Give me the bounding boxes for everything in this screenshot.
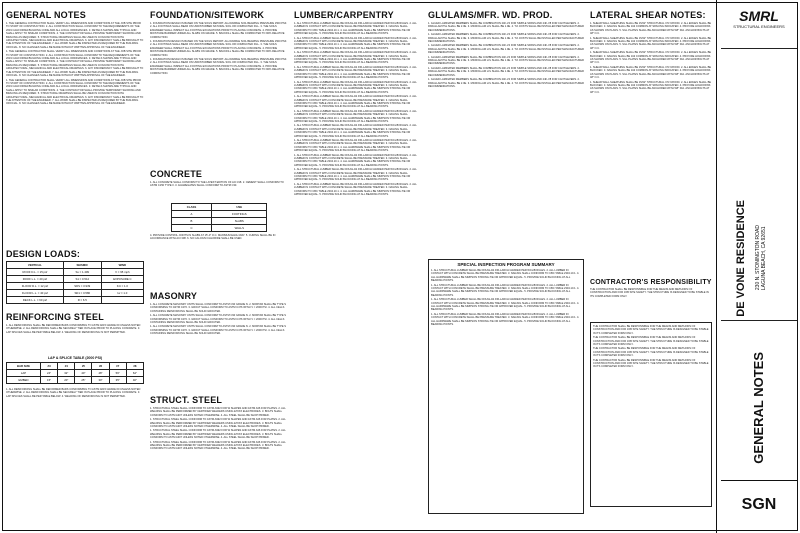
lap-splice-row [7,377,144,384]
design-loads-row [7,290,144,297]
general-notes-title: GENERAL NOTES [6,10,86,20]
lap-splice-cell: 32" [58,370,75,377]
concrete-class-cell: WALLS [212,225,267,232]
lumber-body-8: 1. ALL STRUCTURAL LUMBER SHALL BE DOUGLAS FIR-LARCH GRADED PER WCLIB RULES. 2. ALL LUMBER IN CONTACT WITH CONCRETE SHALL BE PRESSURE TREATED. 3. NAILING SHALL CONFORM TO CBC TABLE 2304.10.1. 4. ALL HARDWARE SHALL BE SIMPSON STRONG-TIE OR APPROVED EQUAL. 5. PROVIDE SOLID BLOCKING AT ALL BEARING POINTS. [294,124,417,138]
sheet-title: GENERAL NOTES [751,352,766,464]
glulams-text [428,22,584,257]
title-divider [721,320,797,321]
design-loads-header: WIND [101,262,143,269]
lap-splice-header: #8 [126,363,143,370]
column-5 [590,10,712,525]
design-loads-cell: S1 = 0.512 [63,276,101,283]
special-inspection-body-2: 1. ALL STRUCTURAL LUMBER SHALL BE DOUGLAS FIR-LARCH GRADED PER WCLIB RULES. 2. ALL LUMBER IN CONTACT WITH CONCRETE SHALL BE PRESSURE TREATED. 3. NAILING SHALL CONFORM TO CBC TABLE 2304.10.1. 4. ALL HARDWARE SHALL BE SIMPSON STRONG-TIE OR APPROVED EQUAL. 5. PROVIDE SOLID BLOCKING AT ALL BEARING POINTS. [431,283,580,297]
special-inspection-text [431,269,581,509]
masonry-body-cont2: 1. ALL CONCRETE MASONRY UNITS SHALL CONFORM TO ASTM C90 GRADE N. 2. MORTAR SHALL BE TYPE S CONFORMING TO ASTM C270. 3. GROUT SHALL CONFORM TO ASTM C476 WITH f'c = 2000 PSI. 4. ALL CELLS CONTAINING REINFORCING SHALL BE SOLID GROUTED. [150,325,287,336]
firm-logo: SMRL [739,8,779,24]
lap-splice-header: #5 [75,363,92,370]
lateral-body-5: 1. SHEAR WALL SHEATHING SHALL BE 15/32" STRUCTURAL I PLYWOOD. 2. ALL EDGES SHALL BE BLOCKED. 3. NAILING SHALL BE 10d COMMON AT SPACING INDICATED. 4. PROVIDE HOLDOWNS AS SHOWN ON PLANS. 5. SILL PLATES SHALL BE ANCHORED WITH 5/8" DIA. ANCHOR BOLTS AT 48" O.C. [590,80,712,94]
lap-splice-cell: LAP [7,370,41,377]
glulams-body-4: 1. GLUED LAMINATED MEMBERS SHALL BE COMBINATION 24F-V4 FOR SIMPLE SPANS AND 24F-V8 FOR CANTILEVERS. 2. PARALLAM PSL SHALL BE 2.0E. 3. MICROLLAM LVL SHALL BE 1.9E. 4. TJI JOISTS SHALL BE INSTALLED PER MANUFACTURER RECOMMENDATIONS. [428,55,584,66]
lap-splice-cell: 35" [109,377,126,384]
lateral-body-2: 1. SHEAR WALL SHEATHING SHALL BE 15/32" STRUCTURAL I PLYWOOD. 2. ALL EDGES SHALL BE BLOCKED. 3. NAILING SHALL BE 10d COMMON AT SPACING INDICATED. 4. PROVIDE HOLDOWNS AS SHOWN ON PLANS. 5. SILL PLATES SHALL BE ANCHORED WITH 5/8" DIA. ANCHOR BOLTS AT 48" O.C. [590,36,712,50]
lap-splice-cell: EMBED [7,377,41,384]
number-divider [721,480,797,481]
project-address: 230 N. STONINGTON ROAD LAGUNA BEACH, CA 92651 [755,225,767,291]
observation-body-1: THE CONTRACTOR SHALL BE RESPONSIBLE FOR THE MEANS AND METHODS OF CONSTRUCTION AND FOR JOB SITE SAFETY. THE STRUCTURE IS DESIGNED TO BE STABLE IN ITS COMPLETED FORM ONLY. [593,325,709,335]
lap-splice-cell: 24" [41,370,58,377]
lap-splice-cell: 30" [92,377,109,384]
lap-splice-cell: 40" [75,370,92,377]
foundation-body-cont: 1. FOUNDATION DESIGN IS BASED ON THE SOILS REPORT. ALLOWABLE SOIL BEARING PRESSURE 1500 PSF. 2. ALL FOOTINGS SHALL BEAR ON UNDISTURBED NATURAL SOIL OR COMPACTED FILL. 3. THE SOILS ENGINEER SHALL INSPECT ALL FOOTING EXCAVATIONS PRIOR TO PLACING CONCRETE. 4. PROVIDE MOISTURE BARRIER UNDER ALL SLABS ON GRADE. 5. BACKFILL SHALL BE COMPACTED TO 90% RELATIVE COMPACTION. [150,40,287,57]
concrete-title: CONCRETE [150,169,203,179]
contractor-text: THE CONTRACTOR SHALL BE RESPONSIBLE FOR THE MEANS AND METHODS OF CONSTRUCTION AND FOR JOB SITE SAFETY. THE STRUCTURE IS DESIGNED TO BE STABLE IN ITS COMPLETED FORM ONLY. [590,288,709,298]
design-loads-cell: DECK L.L. = 60 psf [7,297,64,304]
lap-splice-cell: 25" [75,377,92,384]
lap-splice-header: #4 [58,363,75,370]
design-loads-cell: R = 6.5 [63,297,101,304]
lateral-body-4: 1. SHEAR WALL SHEATHING SHALL BE 15/32" STRUCTURAL I PLYWOOD. 2. ALL EDGES SHALL BE BLOCKED. 3. NAILING SHALL BE 10d COMMON AT SPACING INDICATED. 4. PROVIDE HOLDOWNS AS SHOWN ON PLANS. 5. SILL PLATES SHALL BE ANCHORED WITH 5/8" DIA. ANCHOR BOLTS AT 48" O.C. [590,65,712,80]
design-loads-cell: Ss = 1.409 [63,269,101,276]
reinforcing-text: 1. ALL REINFORCING SHALL BE DEFORMED BARS CONFORMING TO ASTM A615 GRADE 60 UNLESS NOTED OTHERWISE. 2. ALL REINFORCING SHALL BE SECURELY TIED IN PLACE PRIOR TO PLACING CONCRETE. 3. LAP SPLICES SHALL BE PER TABLE BELOW. 4. WELDING OF REINFORCING IS NOT PERMITTED. [6,324,141,334]
lumber-body-9: 1. ALL STRUCTURAL LUMBER SHALL BE DOUGLAS FIR-LARCH GRADED PER WCLIB RULES. 2. ALL LUMBER IN CONTACT WITH CONCRETE SHALL BE PRESSURE TREATED. 3. NAILING SHALL CONFORM TO CBC TABLE 2304.10.1. 4. ALL HARDWARE SHALL BE SIMPSON STRONG-TIE OR APPROVED EQUAL. 5. PROVIDE SOLID BLOCKING AT ALL BEARING POINTS. [294,139,417,153]
lap-table-title: LAP & SPLICE TABLE (2000 PSI) [47,356,103,360]
lumber-body-10: 1. ALL STRUCTURAL LUMBER SHALL BE DOUGLAS FIR-LARCH GRADED PER WCLIB RULES. 2. ALL LUMBER IN CONTACT WITH CONCRETE SHALL BE PRESSURE TREATED. 3. NAILING SHALL CONFORM TO CBC TABLE 2304.10.1. 4. ALL HARDWARE SHALL BE SIMPSON STRONG-TIE OR APPROVED EQUAL. 5. PROVIDE SOLID BLOCKING AT ALL BEARING POINTS. [294,153,417,167]
struct-steel-body-cont2: 1. STRUCTURAL STEEL SHALL CONFORM TO ASTM A992 FOR W SHAPES AND ASTM A36 FOR PLATES. 2. ALL WELDING SHALL BE PERFORMED BY CERTIFIED WELDERS USING E70XX ELECTRODES. 3. BOLTS SHALL CONFORM TO ASTM A307 UNLESS NOTED OTHERWISE. 4. ALL STEEL SHALL BE SHOP PRIMED. [150,429,286,440]
design-loads-cell: FLOOR L.L. = 40 psf [7,290,64,297]
glulams-body-3: 1. GLUED LAMINATED MEMBERS SHALL BE COMBINATION 24F-V4 FOR SIMPLE SPANS AND 24F-V8 FOR CANTILEVERS. 2. PARALLAM PSL SHALL BE 2.0E. 3. MICROLLAM LVL SHALL BE 1.9E. 4. TJI JOISTS SHALL BE INSTALLED PER MANUFACTURER RECOMMENDATIONS. [428,44,584,55]
column-2 [150,10,288,525]
lateral-text [590,22,712,277]
observation-body-2: THE CONTRACTOR SHALL BE RESPONSIBLE FOR THE MEANS AND METHODS OF CONSTRUCTION AND FOR JOB SITE SAFETY. THE STRUCTURE IS DESIGNED TO BE STABLE IN ITS COMPLETED FORM ONLY. [593,336,709,347]
reinforcing-title: REINFORCING STEEL [6,312,104,322]
design-loads-cell: ROOF D.L. = 15 psf [7,269,64,276]
lumber-body-4: 1. ALL STRUCTURAL LUMBER SHALL BE DOUGLAS FIR-LARCH GRADED PER WCLIB RULES. 2. ALL LUMBER IN CONTACT WITH CONCRETE SHALL BE PRESSURE TREATED. 3. NAILING SHALL CONFORM TO CBC TABLE 2304.10.1. 4. ALL HARDWARE SHALL BE SIMPSON STRONG-TIE OR APPROVED EQUAL. 5. PROVIDE SOLID BLOCKING AT ALL BEARING POINTS. [294,65,417,80]
glulams-body-6: 1. GLUED LAMINATED MEMBERS SHALL BE COMBINATION 24F-V4 FOR SIMPLE SPANS AND 24F-V8 FOR CANTILEVERS. 2. PARALLAM PSL SHALL BE 2.0E. 3. MICROLLAM LVL SHALL BE 1.9E. 4. TJI JOISTS SHALL BE INSTALLED PER MANUFACTURER RECOMMENDATIONS. [428,78,584,88]
design-loads-row [7,283,144,290]
title-block [716,0,800,533]
design-loads-row [7,297,144,304]
design-loads-title: DESIGN LOADS: [6,249,81,259]
firm-block [721,8,797,49]
special-inspection-body-3: 1. ALL STRUCTURAL LUMBER SHALL BE DOUGLAS FIR-LARCH GRADED PER WCLIB RULES. 2. ALL LUMBER IN CONTACT WITH CONCRETE SHALL BE PRESSURE TREATED. 3. NAILING SHALL CONFORM TO CBC TABLE 2304.10.1. 4. ALL HARDWARE SHALL BE SIMPSON STRONG-TIE OR APPROVED EQUAL. 5. PROVIDE SOLID BLOCKING AT ALL BEARING POINTS. [431,298,580,312]
lap-splice-header: #6 [92,363,109,370]
design-loads-cell: ROOF L.L. = 20 psf [7,276,64,283]
lumber-body-2: 1. ALL STRUCTURAL LUMBER SHALL BE DOUGLAS FIR-LARCH GRADED PER WCLIB RULES. 2. ALL LUMBER IN CONTACT WITH CONCRETE SHALL BE PRESSURE TREATED. 3. NAILING SHALL CONFORM TO CBC TABLE 2304.10.1. 4. ALL HARDWARE SHALL BE SIMPSON STRONG-TIE OR APPROVED EQUAL. 5. PROVIDE SOLID BLOCKING AT ALL BEARING POINTS. [294,36,417,50]
lumber-body-12: 1. ALL STRUCTURAL LUMBER SHALL BE DOUGLAS FIR-LARCH GRADED PER WCLIB RULES. 2. ALL LUMBER IN CONTACT WITH CONCRETE SHALL BE PRESSURE TREATED. 3. NAILING SHALL CONFORM TO CBC TABLE 2304.10.1. 4. ALL HARDWARE SHALL BE SIMPSON STRONG-TIE OR APPROVED EQUAL. 5. PROVIDE SOLID BLOCKING AT ALL BEARING POINTS. [294,182,417,197]
design-loads-cell: SD1 = 0.580 [63,290,101,297]
struct-steel-title: STRUCT. STEEL [150,395,223,405]
struct-steel-text [150,407,288,525]
design-loads-cell: V = 95 mph [101,269,143,276]
lap-splice-cell: 20" [58,377,75,384]
lap-splice-cell: 40" [126,377,143,384]
concrete-class-cell: SLABS [212,218,267,225]
lateral-body-3: 1. SHEAR WALL SHEATHING SHALL BE 15/32" STRUCTURAL I PLYWOOD. 2. ALL EDGES SHALL BE BLOCKED. 3. NAILING SHALL BE 10d COMMON AT SPACING INDICATED. 4. PROVIDE HOLDOWNS AS SHOWN ON PLANS. 5. SILL PLATES SHALL BE ANCHORED WITH 5/8" DIA. ANCHOR BOLTS AT 48" O.C. [590,51,712,65]
lap-splice-header: BAR SIZE [7,363,41,370]
concrete-class-row [171,211,267,218]
design-loads-cell: Kzt = 1.0 [101,283,143,290]
lumber-body-5: 1. ALL STRUCTURAL LUMBER SHALL BE DOUGLAS FIR-LARCH GRADED PER WCLIB RULES. 2. ALL LUMBER IN CONTACT WITH CONCRETE SHALL BE PRESSURE TREATED. 3. NAILING SHALL CONFORM TO CBC TABLE 2304.10.1. 4. ALL HARDWARE SHALL BE SIMPSON STRONG-TIE OR APPROVED EQUAL. 5. PROVIDE SOLID BLOCKING AT ALL BEARING POINTS. [294,80,417,94]
masonry-text [150,303,288,393]
lap-splice-cell: 48" [92,370,109,377]
lumber-body-1: 1. ALL STRUCTURAL LUMBER SHALL BE DOUGLAS FIR-LARCH GRADED PER WCLIB RULES. 2. ALL LUMBER IN CONTACT WITH CONCRETE SHALL BE PRESSURE TREATED. 3. NAILING SHALL CONFORM TO CBC TABLE 2304.10.1. 4. ALL HARDWARE SHALL BE SIMPSON STRONG-TIE OR APPROVED EQUAL. 5. PROVIDE SOLID BLOCKING AT ALL BEARING POINTS. [294,22,417,36]
design-loads-cell: EXPOSURE C [101,276,143,283]
lap-splice-cell: 56" [109,370,126,377]
design-loads-row [7,276,144,283]
firm-subtitle: STRUCTURAL ENGINEERS [733,24,785,29]
glulams-body-1: 1. GLUED LAMINATED MEMBERS SHALL BE COMBINATION 24F-V4 FOR SIMPLE SPANS AND 24F-V8 FOR CANTILEVERS. 2. PARALLAM PSL SHALL BE 2.0E. 3. MICROLLAM LVL SHALL BE 1.9E. 4. TJI JOISTS SHALL BE INSTALLED PER MANUFACTURER RECOMMENDATIONS. [428,22,584,32]
lap-splice-header: #7 [109,363,126,370]
struct-steel-body-cont3: 1. STRUCTURAL STEEL SHALL CONFORM TO ASTM A992 FOR W SHAPES AND ASTM A36 FOR PLATES. 2. ALL WELDING SHALL BE PERFORMED BY CERTIFIED WELDERS USING E70XX ELECTRODES. 3. BOLTS SHALL CONFORM TO ASTM A307 UNLESS NOTED OTHERWISE. 4. ALL STEEL SHALL BE SHOP PRIMED. [150,440,286,451]
foundation-body-cont2: 1. FOUNDATION DESIGN IS BASED ON THE SOILS REPORT. ALLOWABLE SOIL BEARING PRESSURE 1500 PSF. 2. ALL FOOTINGS SHALL BEAR ON UNDISTURBED NATURAL SOIL OR COMPACTED FILL. 3. THE SOILS ENGINEER SHALL INSPECT ALL FOOTING EXCAVATIONS PRIOR TO PLACING CONCRETE. 4. PROVIDE MOISTURE BARRIER UNDER ALL SLABS ON GRADE. 5. BACKFILL SHALL BE COMPACTED TO 90% RELATIVE COMPACTION. [150,58,287,75]
lap-splice-header: #3 [41,363,58,370]
design-loads-cell: FLOOR D.L. = 12 psf [7,283,64,290]
concrete-text-2: 4. PROVIDE CONTROL JOINTS IN SLABS AT 15'-0" O.C. MAXIMUM EACH WAY. 5. CURING SHALL BE IN ACCORDANCE WITH ACI 308. 6. NO CALCIUM CHLORIDE SHALL BE USED. [150,234,276,241]
lap-splice-cell: 15" [41,377,58,384]
observation-body-4: THE CONTRACTOR SHALL BE RESPONSIBLE FOR THE MEANS AND METHODS OF CONSTRUCTION AND FOR JOB SITE SAFETY. THE STRUCTURE IS DESIGNED TO BE STABLE IN ITS COMPLETED FORM ONLY. [593,358,709,369]
glulams-title: GLULAMS/MFR. WD. PROD. [428,10,553,20]
reinforcing-text-2: 1. ALL REINFORCING SHALL BE DEFORMED BARS CONFORMING TO ASTM A615 GRADE 60 UNLESS NOTED OTHERWISE. 2. ALL REINFORCING SHALL BE SECURELY TIED IN PLACE PRIOR TO PLACING CONCRETE. 3. LAP SPLICES SHALL BE PER TABLE BELOW. 4. WELDING OF REINFORCING IS NOT PERMITTED. [6,388,141,398]
masonry-body: 1. ALL CONCRETE MASONRY UNITS SHALL CONFORM TO ASTM C90 GRADE N. 2. MORTAR SHALL BE TYPE S CONFORMING TO ASTM C270. 3. GROUT SHALL CONFORM TO ASTM C476 WITH f'c = 2000 PSI. 4. ALL CELLS CONTAINING REINFORCING SHALL BE SOLID GROUTED. [150,303,287,313]
concrete-class-cell: B [171,218,212,225]
design-loads-header: SEISMIC [63,262,101,269]
column-4 [428,10,584,525]
design-loads-row [7,269,144,276]
concrete-class-cell: C [171,225,212,232]
lap-splice-table [6,362,144,384]
concrete-class-header: USE [212,204,267,211]
special-inspection-body-4: 1. ALL STRUCTURAL LUMBER SHALL BE DOUGLAS FIR-LARCH GRADED PER WCLIB RULES. 2. ALL LUMBER IN CONTACT WITH CONCRETE SHALL BE PRESSURE TREATED. 3. NAILING SHALL CONFORM TO CBC TABLE 2304.10.1. 4. ALL HARDWARE SHALL BE SIMPSON STRONG-TIE OR APPROVED EQUAL. 5. PROVIDE SOLID BLOCKING AT ALL BEARING POINTS. [431,312,580,327]
lateral-body-1: 1. SHEAR WALL SHEATHING SHALL BE 15/32" STRUCTURAL I PLYWOOD. 2. ALL EDGES SHALL BE BLOCKED. 3. NAILING SHALL BE 10d COMMON AT SPACING INDICATED. 4. PROVIDE HOLDOWNS AS SHOWN ON PLANS. 5. SILL PLATES SHALL BE ANCHORED WITH 5/8" DIA. ANCHOR BOLTS AT 48" O.C. [590,22,712,36]
concrete-class-row [171,225,267,232]
observation-text [593,325,709,503]
concrete-class-cell: A [171,211,212,218]
observation-body-3: THE CONTRACTOR SHALL BE RESPONSIBLE FOR THE MEANS AND METHODS OF CONSTRUCTION AND FOR JOB SITE SAFETY. THE STRUCTURE IS DESIGNED TO BE STABLE IN ITS COMPLETED FORM ONLY. [593,347,709,358]
design-loads-cell: Iw = 1.0 [101,290,143,297]
lumber-body-7: 1. ALL STRUCTURAL LUMBER SHALL BE DOUGLAS FIR-LARCH GRADED PER WCLIB RULES. 2. ALL LUMBER IN CONTACT WITH CONCRETE SHALL BE PRESSURE TREATED. 3. NAILING SHALL CONFORM TO CBC TABLE 2304.10.1. 4. ALL HARDWARE SHALL BE SIMPSON STRONG-TIE OR APPROVED EQUAL. 5. PROVIDE SOLID BLOCKING AT ALL BEARING POINTS. [294,109,417,123]
concrete-class-cell: FOOTINGS [212,211,267,218]
lap-splice-row [7,370,144,377]
observation-box [590,322,712,507]
general-notes-body-cont: 1. THE GENERAL CONTRACTOR SHALL VERIFY ALL DIMENSIONS AND CONDITIONS AT THE JOB SITE PRIOR TO START OF CONSTRUCTION. 2. ALL CONSTRUCTION SHALL CONFORM TO THE REQUIREMENTS OF THE 2019 CALIFORNIA BUILDING CODE AND ALL LOCAL ORDINANCES. 3. DETAILS SHOWN ARE TYPICAL AND SHALL APPLY TO SIMILAR CONDITIONS. 4. THE CONTRACTOR SHALL PROVIDE TEMPORARY SHORING AND BRACING AS REQUIRED. 5. STRUCTURAL DRAWINGS SHALL BE USED IN CONJUNCTION WITH ARCHITECTURAL, MECHANICAL AND ELECTRICAL DRAWINGS. 6. ANY DISCREPANCY SHALL BE BROUGHT TO THE ATTENTION OF THE ENGINEER. 7. ALL WORK SHALL BE INSPECTED AS REQUIRED BY THE BUILDING OFFICIAL. 8. NO CHANGES SHALL BE MADE WITHOUT WRITTEN APPROVAL OF THE ENGINEER. [6,50,144,78]
lumber-body-3: 1. ALL STRUCTURAL LUMBER SHALL BE DOUGLAS FIR-LARCH GRADED PER WCLIB RULES. 2. ALL LUMBER IN CONTACT WITH CONCRETE SHALL BE PRESSURE TREATED. 3. NAILING SHALL CONFORM TO CBC TABLE 2304.10.1. 4. ALL HARDWARE SHALL BE SIMPSON STRONG-TIE OR APPROVED EQUAL. 5. PROVIDE SOLID BLOCKING AT ALL BEARING POINTS. [294,51,417,65]
glulams-body-2: 1. GLUED LAMINATED MEMBERS SHALL BE COMBINATION 24F-V4 FOR SIMPLE SPANS AND 24F-V8 FOR CANTILEVERS. 2. PARALLAM PSL SHALL BE 2.0E. 3. MICROLLAM LVL SHALL BE 1.9E. 4. TJI JOISTS SHALL BE INSTALLED PER MANUFACTURER RECOMMENDATIONS. [428,33,584,44]
lumber-title: LUMBER/CARPENTRY [294,10,394,20]
lumber-body-11: 1. ALL STRUCTURAL LUMBER SHALL BE DOUGLAS FIR-LARCH GRADED PER WCLIB RULES. 2. ALL LUMBER IN CONTACT WITH CONCRETE SHALL BE PRESSURE TREATED. 3. NAILING SHALL CONFORM TO CBC TABLE 2304.10.1. 4. ALL HARDWARE SHALL BE SIMPSON STRONG-TIE OR APPROVED EQUAL. 5. PROVIDE SOLID BLOCKING AT ALL BEARING POINTS. [294,168,417,182]
special-inspection-title: SPECIAL INSPECTION PROGRAM SUMMARY [457,262,555,267]
sheet-number: SGN [741,496,777,513]
column-1 [6,10,144,525]
general-notes-body-cont2: 1. THE GENERAL CONTRACTOR SHALL VERIFY ALL DIMENSIONS AND CONDITIONS AT THE JOB SITE PRIOR TO START OF CONSTRUCTION. 2. ALL CONSTRUCTION SHALL CONFORM TO THE REQUIREMENTS OF THE 2019 CALIFORNIA BUILDING CODE AND ALL LOCAL ORDINANCES. 3. DETAILS SHOWN ARE TYPICAL AND SHALL APPLY TO SIMILAR CONDITIONS. 4. THE CONTRACTOR SHALL PROVIDE TEMPORARY SHORING AND BRACING AS REQUIRED. 5. STRUCTURAL DRAWINGS SHALL BE USED IN CONJUNCTION WITH ARCHITECTURAL, MECHANICAL AND ELECTRICAL DRAWINGS. 6. ANY DISCREPANCY SHALL BE BROUGHT TO THE ATTENTION OF THE ENGINEER. 7. ALL WORK SHALL BE INSPECTED AS REQUIRED BY THE BUILDING OFFICIAL. 8. NO CHANGES SHALL BE MADE WITHOUT WRITTEN APPROVAL OF THE ENGINEER. [6,78,144,106]
masonry-title: MASONRY [150,291,198,301]
concrete-class-table [171,203,268,232]
lumber-text [294,22,422,522]
design-loads-table [6,261,144,304]
general-notes-body: 1. THE GENERAL CONTRACTOR SHALL VERIFY ALL DIMENSIONS AND CONDITIONS AT THE JOB SITE PRIOR TO START OF CONSTRUCTION. 2. ALL CONSTRUCTION SHALL CONFORM TO THE REQUIREMENTS OF THE 2019 CALIFORNIA BUILDING CODE AND ALL LOCAL ORDINANCES. 3. DETAILS SHOWN ARE TYPICAL AND SHALL APPLY TO SIMILAR CONDITIONS. 4. THE CONTRACTOR SHALL PROVIDE TEMPORARY SHORING AND BRACING AS REQUIRED. 5. STRUCTURAL DRAWINGS SHALL BE USED IN CONJUNCTION WITH ARCHITECTURAL, MECHANICAL AND ELECTRICAL DRAWINGS. 6. ANY DISCREPANCY SHALL BE BROUGHT TO THE ATTENTION OF THE ENGINEER. 7. ALL WORK SHALL BE INSPECTED AS REQUIRED BY THE BUILDING OFFICIAL. 8. NO CHANGES SHALL BE MADE WITHOUT WRITTEN APPROVAL OF THE ENGINEER. [6,22,144,49]
concrete-class-row [171,218,267,225]
concrete-class-header: CLASS [171,204,212,211]
design-loads-cell: SDS = 0.939 [63,283,101,290]
struct-steel-body-cont: 1. STRUCTURAL STEEL SHALL CONFORM TO ASTM A992 FOR W SHAPES AND ASTM A36 FOR PLATES. 2. ALL WELDING SHALL BE PERFORMED BY CERTIFIED WELDERS USING E70XX ELECTRODES. 3. BOLTS SHALL CONFORM TO ASTM A307 UNLESS NOTED OTHERWISE. 4. ALL STEEL SHALL BE SHOP PRIMED. [150,418,286,429]
concrete-text: 1. ALL CONCRETE SHALL CONFORM TO THE LATEST EDITION OF ACI 318. 2. CEMENT SHALL CONFORM TO ASTM C150 TYPE II. 3. AGGREGATES SHALL CONFORM TO ASTM C33. [150,181,284,188]
lateral-title: LATERAL SHEAR NOTES: [590,10,706,20]
special-inspection-box [428,259,584,514]
glulams-body-5: 1. GLUED LAMINATED MEMBERS SHALL BE COMBINATION 24F-V4 FOR SIMPLE SPANS AND 24F-V8 FOR CANTILEVERS. 2. PARALLAM PSL SHALL BE 2.0E. 3. MICROLLAM LVL SHALL BE 1.9E. 4. TJI JOISTS SHALL BE INSTALLED PER MANUFACTURER RECOMMENDATIONS. [428,66,584,77]
column-3 [294,10,422,525]
struct-steel-body: 1. STRUCTURAL STEEL SHALL CONFORM TO ASTM A992 FOR W SHAPES AND ASTM A36 FOR PLATES. 2. ALL WELDING SHALL BE PERFORMED BY CERTIFIED WELDERS USING E70XX ELECTRODES. 3. BOLTS SHALL CONFORM TO ASTM A307 UNLESS NOTED OTHERWISE. 4. ALL STEEL SHALL BE SHOP PRIMED. [150,407,286,417]
project-name: DE VONE RESIDENCE [735,200,747,317]
design-loads-header: VERTICAL [7,262,64,269]
special-inspection-body-1: 1. ALL STRUCTURAL LUMBER SHALL BE DOUGLAS FIR-LARCH GRADED PER WCLIB RULES. 2. ALL LUMBER IN CONTACT WITH CONCRETE SHALL BE PRESSURE TREATED. 3. NAILING SHALL CONFORM TO CBC TABLE 2304.10.1. 4. ALL HARDWARE SHALL BE SIMPSON STRONG-TIE OR APPROVED EQUAL. 5. PROVIDE SOLID BLOCKING AT ALL BEARING POINTS. [431,269,580,283]
contractor-title: CONTRACTOR'S RESPONSIBILITY [590,279,712,286]
foundation-body: 1. FOUNDATION DESIGN IS BASED ON THE SOILS REPORT. ALLOWABLE SOIL BEARING PRESSURE 1500 PSF. 2. ALL FOOTINGS SHALL BEAR ON UNDISTURBED NATURAL SOIL OR COMPACTED FILL. 3. THE SOILS ENGINEER SHALL INSPECT ALL FOOTING EXCAVATIONS PRIOR TO PLACING CONCRETE. 4. PROVIDE MOISTURE BARRIER UNDER ALL SLABS ON GRADE. 5. BACKFILL SHALL BE COMPACTED TO 90% RELATIVE COMPACTION. [150,22,287,39]
foundation-text [150,22,288,167]
lap-splice-cell: 64" [126,370,143,377]
masonry-body-cont: 1. ALL CONCRETE MASONRY UNITS SHALL CONFORM TO ASTM C90 GRADE N. 2. MORTAR SHALL BE TYPE S CONFORMING TO ASTM C270. 3. GROUT SHALL CONFORM TO ASTM C476 WITH f'c = 2000 PSI. 4. ALL CELLS CONTAINING REINFORCING SHALL BE SOLID GROUTED. [150,314,287,325]
design-loads-cell [101,297,143,304]
general-notes-text [6,22,144,247]
foundation-title: FOUNDATION/SITEWORK [150,10,265,20]
lumber-body-6: 1. ALL STRUCTURAL LUMBER SHALL BE DOUGLAS FIR-LARCH GRADED PER WCLIB RULES. 2. ALL LUMBER IN CONTACT WITH CONCRETE SHALL BE PRESSURE TREATED. 3. NAILING SHALL CONFORM TO CBC TABLE 2304.10.1. 4. ALL HARDWARE SHALL BE SIMPSON STRONG-TIE OR APPROVED EQUAL. 5. PROVIDE SOLID BLOCKING AT ALL BEARING POINTS. [294,95,417,109]
